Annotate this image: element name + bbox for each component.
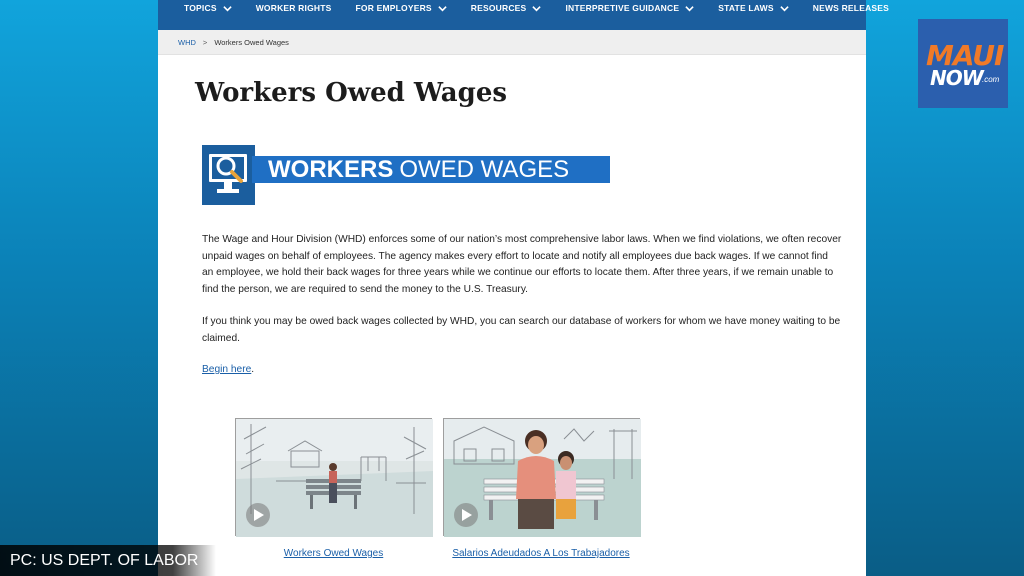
video-caption-spanish[interactable]: Salarios Adeudados A Los Trabajadores: [452, 548, 630, 559]
video-thumbnail-english[interactable]: [235, 418, 432, 536]
nav-resources[interactable]: [471, 0, 542, 23]
dol-page: [158, 0, 890, 576]
breadcrumb-home-link[interactable]: WHD: [178, 37, 196, 47]
nav-label: STATE LAWS: [718, 3, 774, 13]
logo-text-com: .com: [982, 75, 1000, 84]
intro-paragraph: The Wage and Hour Division (WHD) enforces some of our nation’s most comprehensive labor laws. When we find violations, we often recover unpaid wages on behalf of employees. The agency makes every effort to locate and notify all employees due back wages. If we cannot find an employee, we hold their back wages for three years while we continue our efforts to locate them. After three years, if we remain unable to find the person, we are required to send the money to the U.S. Treasury.: [202, 234, 842, 295]
begin-suffix: .: [251, 364, 255, 375]
nav-label: TOPICS: [184, 3, 217, 13]
chevron-down-icon: [223, 4, 232, 13]
nav-worker-rights[interactable]: [256, 0, 332, 23]
logo-text-now: NOW: [930, 66, 983, 90]
begin-here-link[interactable]: Begin here: [202, 364, 252, 375]
workers-owed-wages-banner: [202, 145, 610, 205]
begin-paragraph: [202, 362, 842, 379]
chevron-down-icon: [780, 4, 789, 13]
banner-light-text: OWED WAGES: [399, 155, 570, 183]
top-navigation: [158, 0, 890, 30]
nav-label: WORKER RIGHTS: [255, 3, 332, 13]
magnifier-monitor-icon: [202, 145, 255, 205]
nav-news-releases[interactable]: [813, 0, 889, 23]
video-caption-english[interactable]: Workers Owed Wages: [283, 548, 384, 559]
photo-credit: PC: US DEPT. OF LABOR: [0, 545, 216, 576]
nav-for-employers[interactable]: [356, 0, 447, 23]
search-paragraph: If you think you may be owed back wages collected by WHD, you can search our database of workers for whom we have money waiting to be claimed.: [202, 316, 841, 344]
nav-label: INTERPRETIVE GUIDANCE: [565, 3, 680, 13]
video-thumbnail-spanish[interactable]: [443, 418, 640, 536]
maui-now-logo: [918, 19, 1008, 108]
banner-bold-text: WORKERS: [268, 155, 394, 183]
nav-label: NEWS RELEASES: [812, 3, 890, 13]
nav-state-laws[interactable]: [718, 0, 789, 23]
chevron-down-icon: [685, 4, 694, 13]
chevron-down-icon: [438, 4, 447, 13]
nav-label: FOR EMPLOYERS: [355, 3, 432, 13]
nav-label: RESOURCES: [470, 3, 527, 13]
page-title: Workers Owed Wages: [195, 78, 508, 108]
breadcrumb-separator: >: [202, 37, 208, 47]
nav-topics[interactable]: [184, 0, 232, 23]
breadcrumb-current: Workers Owed Wages: [214, 37, 289, 47]
chevron-down-icon: [532, 4, 541, 13]
banner-text: [252, 156, 610, 183]
logo-text-maui: MAUI: [926, 39, 1004, 72]
breadcrumb: [158, 30, 866, 55]
nav-interpretive-guidance[interactable]: [565, 0, 694, 23]
